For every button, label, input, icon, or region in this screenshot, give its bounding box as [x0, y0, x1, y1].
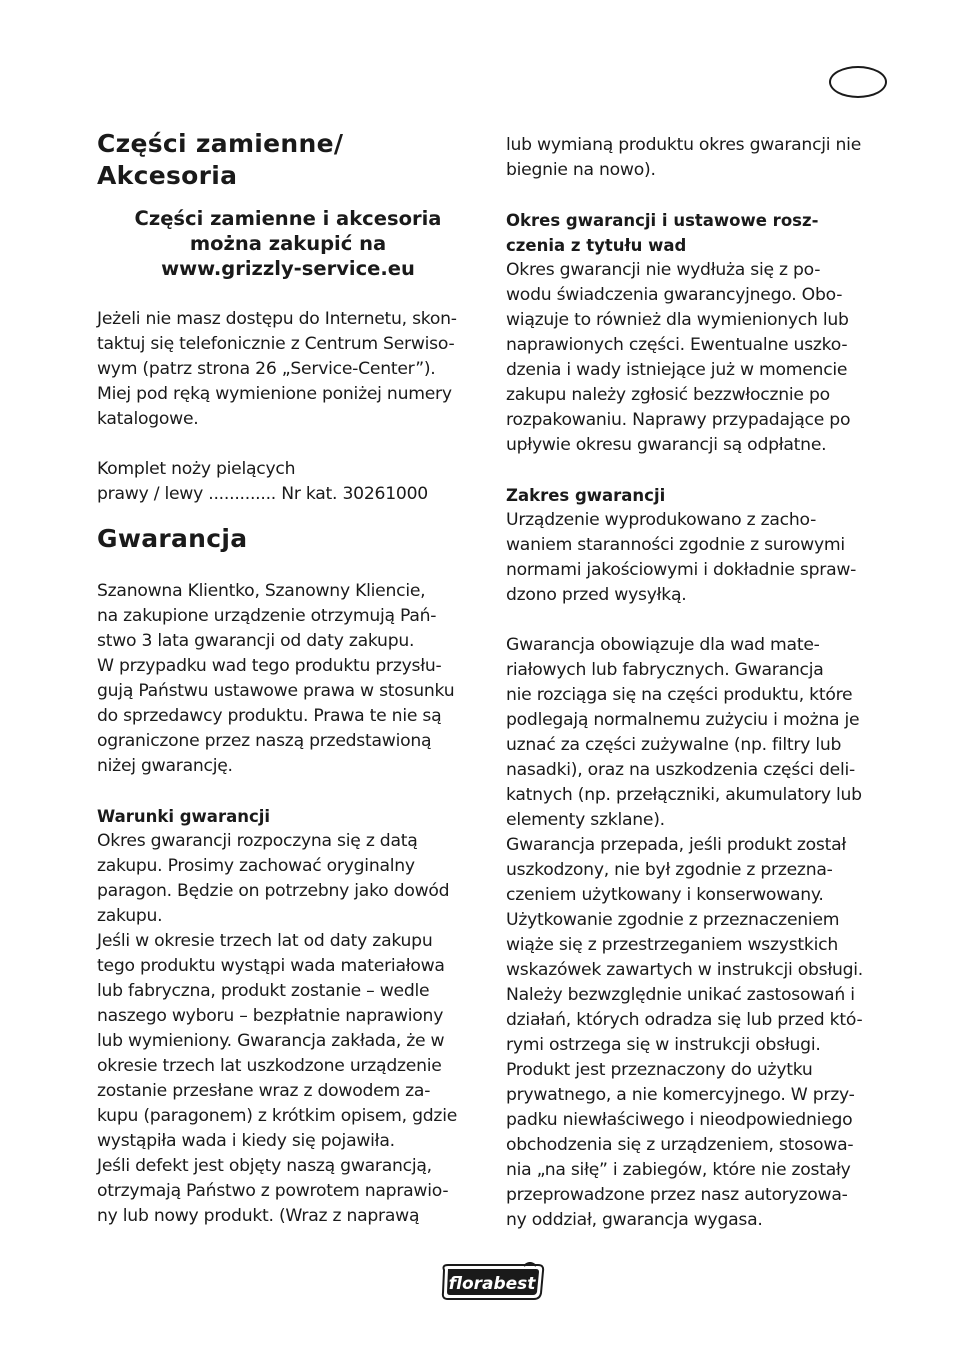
logo-text: florabest [448, 1274, 536, 1294]
warranty-scope-section: Zakres gwarancji Urządzenie wyprodukowano z zacho- waniem staranności zgodnie z surowymi normami jakościowymi i dokładnie spraw- dzono przed wysyłką. [506, 483, 896, 608]
warranty-heading: Gwarancja [97, 524, 248, 553]
conditions-heading: Warunki gwarancji [97, 807, 271, 826]
warranty-period-section: Okres gwarancji i ustawowe rosz- czenia z tytułu wad Okres gwarancji nie wydłuża się z po- wodu świadczenia gwarancyjnego. Obo- wiązuje to również dla wymienionych lub naprawionych części. Ewentualne uszko- dzenia i wady istniejące już w momencie zakupu należy zgłosić bezzwłocznie po rozpakowaniu. Naprawy przypadające po upływie okresu gwarancji są odpłatne. [506, 208, 896, 458]
scope-heading: Zakres gwarancji [506, 486, 666, 505]
part-name: Komplet noży pielących [97, 459, 296, 479]
shop-url: www.grizzly-service.eu [161, 257, 415, 280]
florabest-logo [438, 1262, 548, 1302]
part-listing [97, 457, 487, 507]
warranty-scope-details: Gwarancja obowiązuje dla wad mate- riałowych lub fabrycznych. Gwarancja nie rozciąga się na części produktu, które podlegają normalnemu zużyciu i można je uznać za części zużywalne (np. filtry lub nasadki), oraz na uszkodzenia części deli- katnych (np. przełączniki, akumulatory lub elementy szklane). Gwarancja przepada, jeśli produkt został uszkodzony, nie był zgodnie z przezna- czeniem użytkowany i konserwowany. Użytkowanie zgodnie z przeznaczeniem wiąże się z przestrzeganiem wszystkich wskazówek zawartych w instrukcji obsługi. Należy bezwzględnie unikać zastosowań i działań, których odradza się lub przed któ- rymi ostrzega się w instrukcji obsługi. Produkt jest przeznaczony do użytku prywatnego, a nie komercyjnego. W przy- padku niewłaściwego i nieodpowiedniego obchodzenia się z urządzeniem, stosowa- nia „na siłę” i zabiegów, które nie zostały przeprowadzone przez nasz autoryzowa- ny oddział, gwarancja wygasa. [506, 635, 864, 1230]
right-column [506, 133, 896, 1233]
spare-parts-intro: Jeżeli nie masz dostępu do Internetu, skon- taktuj się telefonicznie z Centrum Serwiso- wym (patrz strona 26 „Service-Center”). Miej pod ręką wymienione poniżej numery katalogowe. [97, 309, 457, 429]
warranty-continuation: lub wymianą produktu okres gwarancji nie biegnie na nowo). [506, 135, 862, 180]
warranty-conditions: Warunki gwarancji Okres gwarancji rozpoczyna się z datą zakupu. Prosimy zachować oryginalny paragon. Będzie on potrzebny jako dowód zakupu. Jeśli w okresie trzech lat od daty zakupu tego produktu wystąpi wada materiałowa lub fabryczna, produkt zostanie – wedle naszego wyboru – bezpłatnie naprawiony lub wymieniony. Gwarancja zakłada, że w okresie trzech lat uszkodzone urządzenie zostanie przesłane wraz z dowodem za- kupu (paragonem) z krótkim opisem, gdzie wystąpiła wada i kiedy się pojawiła. Jeśli defekt jest objęty naszą gwarancją, otrzymają Państwo z powrotem naprawio- ny lub nowy produkt. (Wraz z naprawą [97, 804, 487, 1229]
warranty-intro: Szanowna Klientko, Szanowny Kliencie, na zakupione urządzenie otrzymują Pań- stwo 3 lata gwarancji od daty zakupu. W przypadku wad tego produktu przysłu- gują Państwu ustawowe prawa w stosunku do sprzedawcy produktu. Prawa te nie są ograniczone przez naszą przedstawioną niżej gwarancję. [97, 581, 455, 776]
part-number: prawy / lewy ............. Nr kat. 30261000 [97, 484, 428, 504]
left-column [97, 128, 487, 1229]
spare-parts-heading: Części zamienne/ Akcesoria [97, 129, 344, 190]
shop-info: Części zamienne i akcesoria można zakupić na www.grizzly-service.eu [97, 206, 479, 281]
period-heading: Okres gwarancji i ustawowe rosz- [506, 211, 819, 230]
language-badge [829, 66, 887, 98]
